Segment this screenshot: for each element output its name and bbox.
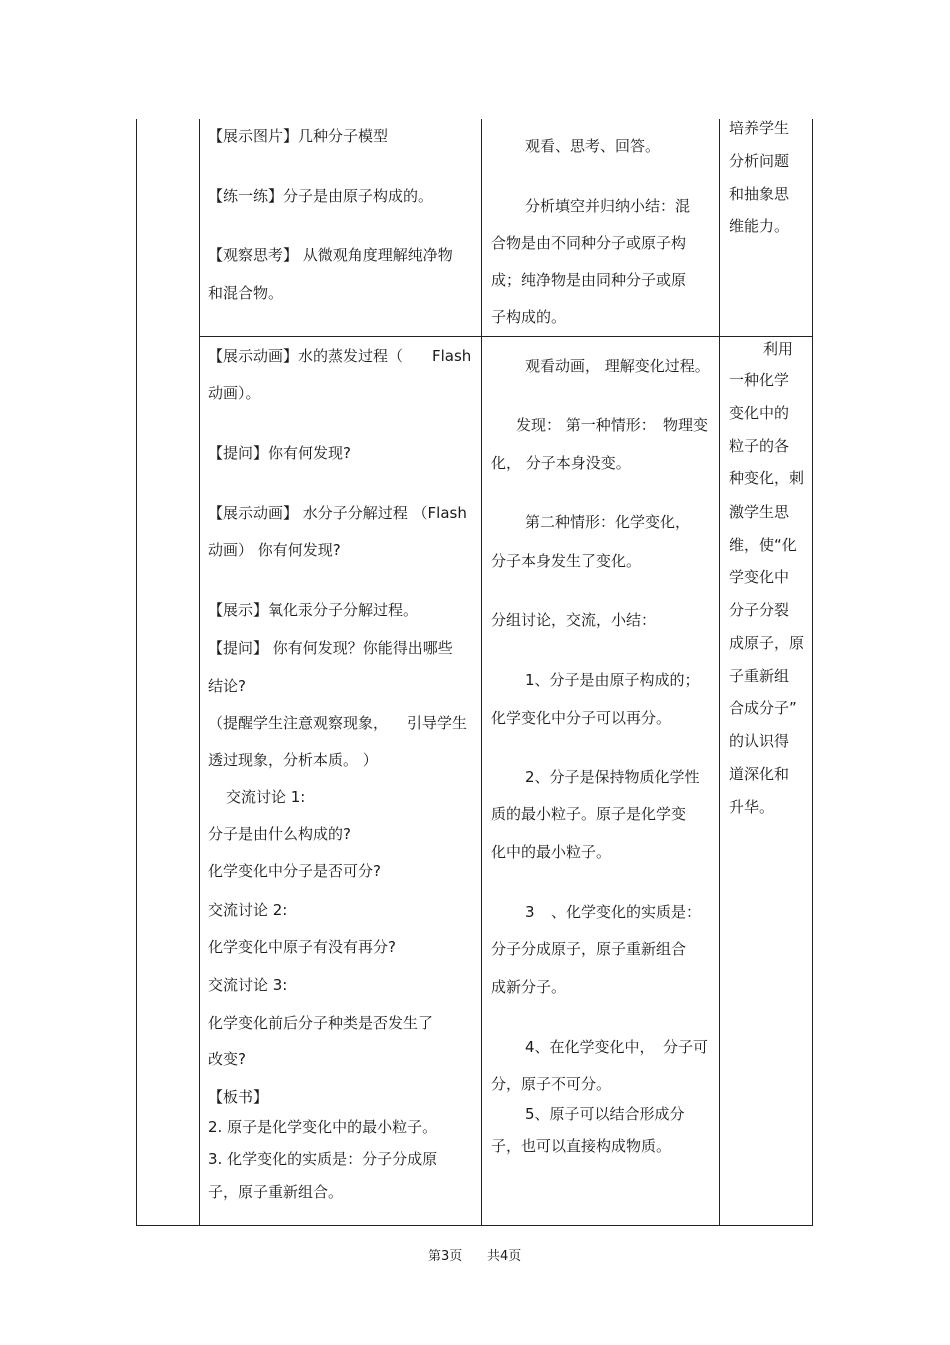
row2-content-line: 【展示动画】水的蒸发过程（ [208, 347, 404, 365]
row2-student-line: 化， 分子本身没变。 [491, 454, 631, 472]
row2-intent-line: 分子分裂 [729, 601, 790, 619]
row2-content-line: 【板书】 [208, 1088, 269, 1106]
row1-content-line: 【观察思考】 从微观角度理解纯净物 [208, 246, 453, 264]
table-divider-col3 [719, 119, 720, 1226]
row2-content-line: 化学变化中分子是否可分? [208, 862, 381, 880]
row2-student-line: 质的最小粒子。原子是化学变 [491, 805, 687, 823]
row1-student-line: 合物是由不同种分子或原子构 [491, 234, 687, 252]
row2-content-line: 【提问】你有何发现? [208, 444, 351, 462]
row1-intent-line: 和抽象思 [729, 185, 790, 203]
row2-content-line: 引导学生 [407, 714, 468, 732]
table-divider-col1 [199, 119, 200, 1226]
row2-intent-line: 激学生思 [729, 503, 790, 521]
table-border-right [812, 119, 813, 1226]
row1-content-line: 【练一练】分子是由原子构成的。 [208, 187, 434, 205]
row1-student-line: 子构成的。 [491, 308, 567, 326]
row2-student-line: 、化学变化的实质是： [551, 903, 702, 921]
row2-intent-line: 成原子，原 [729, 634, 805, 652]
row-divider [199, 336, 813, 337]
row2-student-line: 分子分成原子，原子重新组合 [491, 940, 687, 958]
row2-content-line: 3. 化学变化的实质是：分子分成原 [208, 1150, 438, 1168]
row2-content-line: 交流讨论 2: [208, 901, 288, 919]
row2-intent-line: 粒子的各 [729, 437, 790, 455]
row1-content-line: 【展示图片】几种分子模型 [208, 127, 389, 145]
row2-intent-line: 子重新组 [729, 667, 790, 685]
row2-intent-line: 利用 [763, 340, 794, 358]
table-divider-col2 [481, 119, 482, 1226]
row1-student-line: 观看、思考、回答。 [525, 137, 661, 155]
row2-content-line: （提醒学生注意观察现象， [208, 714, 389, 732]
row2-intent-line: 学变化中 [729, 568, 790, 586]
row2-content-line: Flash [432, 347, 472, 365]
row1-student-line: 成；纯净物是由同种分子或原 [491, 271, 687, 289]
row2-student-line: 5、原子可以结合形成分 [525, 1105, 685, 1123]
row2-content-line: 化学变化中原子有没有再分? [208, 938, 396, 956]
row2-student-line: 第二种情形：化学变化， [525, 513, 691, 531]
row2-intent-line: 变化中的 [729, 404, 790, 422]
row2-student-line: 分子可 [663, 1038, 709, 1056]
row2-student-line: 分组讨论，交流，小结： [491, 611, 657, 629]
row1-student-line: 分析填空并归纳小结：混 [525, 197, 691, 215]
row2-content-line: 交流讨论 1: [226, 788, 306, 806]
table-border-left [136, 119, 137, 1226]
row1-intent-line: 维能力。 [729, 217, 790, 235]
row2-student-line: 观看动画， 理解变化过程。 [525, 357, 710, 375]
row2-intent-line: 的认识得 [729, 732, 790, 750]
row2-student-line: 化中的最小粒子。 [491, 843, 612, 861]
row2-content-line: 动画）。 [208, 384, 261, 402]
row2-intent-line: 升华。 [729, 798, 775, 816]
row2-student-line: 化学变化中分子可以再分。 [491, 709, 672, 727]
row2-content-line: 改变? [208, 1050, 246, 1068]
page-total: 共4页 [487, 1249, 522, 1264]
row2-content-line: 交流讨论 3: [208, 976, 288, 994]
row2-student-line: 1、分子是由原子构成的； [525, 671, 700, 689]
row1-content-line: 和混合物。 [208, 284, 284, 302]
row2-content-line: 【展示动画】 水分子分解过程 （Flash [208, 504, 467, 522]
row2-student-line: 物理变 [663, 416, 709, 434]
row2-intent-line: 道深化和 [729, 765, 790, 783]
row2-student-line: 3 [525, 903, 535, 921]
row2-content-line: 分子是由什么构成的? [208, 825, 351, 843]
row2-student-line: 成新分子。 [491, 978, 567, 996]
row1-intent-line: 分析问题 [729, 152, 790, 170]
row2-intent-line: 一种化学 [729, 371, 790, 389]
row2-content-line: 2. 原子是化学变化中的最小粒子。 [208, 1118, 438, 1136]
row2-intent-line: 合成分子” [729, 699, 797, 717]
row2-student-line: 4、在化学变化中， [525, 1038, 655, 1056]
row2-intent-line: 种变化，刺 [729, 469, 805, 487]
table-border-bottom [136, 1225, 813, 1226]
row2-content-line: 动画） 你有何发现? [208, 541, 341, 559]
row2-intent-line: 维，使“化 [729, 536, 797, 554]
row2-student-line: 分，原子不可分。 [491, 1075, 612, 1093]
row2-student-line: 分子本身发生了变化。 [491, 552, 642, 570]
row2-content-line: 【展示】氧化汞分子分解过程。 [208, 601, 419, 619]
row2-content-line: 化学变化前后分子种类是否发生了 [208, 1014, 434, 1032]
row2-content-line: 结论? [208, 677, 246, 695]
row2-content-line: 子，原子重新组合。 [208, 1183, 344, 1201]
row2-content-line: 透过现象，分析本质。 ） [208, 751, 378, 769]
page-number: 第3页 [428, 1249, 463, 1264]
row2-student-line: 子，也可以直接构成物质。 [491, 1137, 672, 1155]
row1-intent-line: 培养学生 [729, 119, 790, 137]
row2-student-line: 发现： 第一种情形： [516, 416, 656, 434]
row2-content-line: 【提问】 你有何发现？你能得出哪些 [208, 639, 453, 657]
row2-student-line: 2、分子是保持物质化学性 [525, 768, 700, 786]
